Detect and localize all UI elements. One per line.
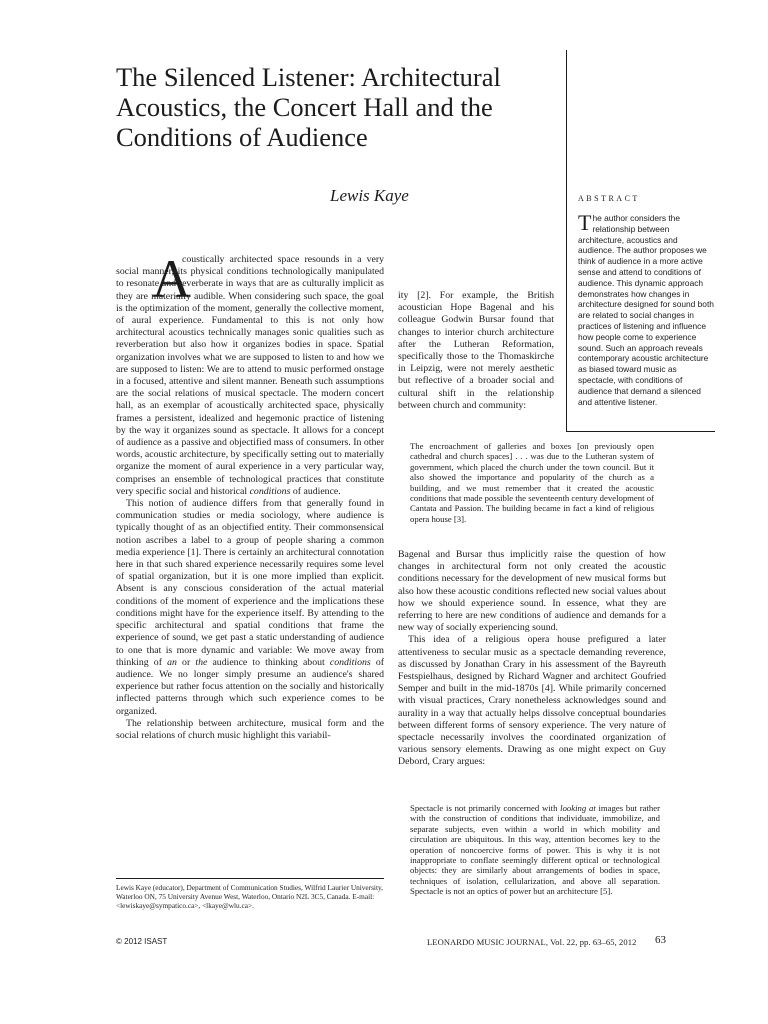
text-of-audience: of audience. We no longer simply presume an audience's shared experience but rather focus attention on the socially and historically inflected patterns through which such experience comes to be organized. [116,656,384,717]
author-name: Lewis Kaye [330,186,409,205]
block-quote-crary [410,803,660,897]
journal-citation: LEONARDO MUSIC JOURNAL, Vol. 22, pp. 63–65, 2012 [427,937,637,947]
emphasis-the: the [195,656,208,668]
copyright: © 2012 ISAST [116,937,168,946]
drop-cap: A [152,249,191,309]
intro-paragraph: a very social manner, its physical conditions technologically manipulated to resonate and reverberate in ways that are as culturally implicit as they are materially audible. When considering such space, the goal is the optimization of the moment, generally the collective moment, of aural experience. Fundamental to this is not only how architectural acoustics technically manages sonic qualities such as reverberation but also how it organizes bodies in space. Spatial organization involves what we are supposed to listen to and how we are supposed to listen: We are to attend to music performed onstage in a focused, attentive and silent manner. Beneath such assumptions are the social relations of musical spectacle. The modern concert hall, as an exemplar of acoustically architected space, physically frames a persistent, idealized and hegemonic practice of listening by the way it organizes sound as spectacle. It allows for a concept of audience as a passive and objectified mass of consumers. In other words, acoustic architecture, by specifically setting out to materially organize the moment of aural experience in a very particular way, comprises an ensemble of technological practices that constitute very specific social and historical [116,254,384,497]
abstract-heading: ABSTRACT [578,194,640,203]
footnote-rule [116,878,384,879]
abstract-text [578,210,714,407]
body-column-right-top [398,290,554,412]
quote-text-b: images but rather with the construction of conditions that individuate, immobilize, and separate subjects, even within a world in which mobility and circulation are ubiquitous. In this way, attention becomes key to the operation of noncoercive forms of power. This is why it is not inappropriate to conflate seemingly different optical or technological objects: they are similarly about arrangements of bodies in space, techniques of isolation, cellularization, and above all separation. Spectacle is not an optics of power but an architecture [5]. [410,803,660,897]
intro-first-line: coustically architected space resounds in [182,254,353,265]
body-column-left [116,249,384,742]
intro-emphasis: conditions [249,485,291,497]
author-footnote: Lewis Kaye (educator), Department of Communication Studies, Wilfrid Laurier University, Waterloo ON, 75 University Avenue West, Waterloo, Ontario N2L 3C5, Canada. E-mail: <lewiskaye@sympatico.ca>, <lkaye@wlu.ca>. [116,883,383,911]
text-audience-to: audience to thinking about [207,656,330,668]
paragraph-bagenal-bursar: Bagenal and Bursar thus implicitly raise the question of how changes in architectural form not only created the acoustic conditions necessary for the development of new musical forms but also how these acoustic conditions reflected new social values about how we should experience sound. In essence, what they are referring to here are new conditions of audience and demands for a new way of socially experiencing sound. [398,549,666,634]
abstract-initial: T [578,210,592,235]
abstract-body: he author considers the relationship between architecture, acoustics and audience. The author proposes we think of audience in a more active sense and attend to conditions of audience. This dynamic approach demonstrates how changes in architecture designed for sound both are related to social changes in practices of listening and influence how people come to experience sound. Such an approach reveals contemporary acoustic architecture as biased toward music as spectacle, with conditions of audience that demand a silenced and attentive listener. [578,213,714,407]
abstract-divider-horizontal [566,431,715,432]
abstract-divider-vertical [566,50,567,432]
intro-end: of audience. [290,485,341,497]
paragraph-bagenal: ity [2]. For example, the British acoustician Hope Bagenal and his colleague Godwin Bursar found that changes to interior church architecture after the Lutheran Reformation, specifically those to the Thomaskirche in Leipzig, were not merely aesthetic but reflective of a broader social and cultural shift in the relationship between church and community: [398,290,554,411]
article-title: The Silenced Listener: Architectural Acoustics, the Concert Hall and the Conditions of Audience [116,62,501,152]
paragraph-crary: This idea of a religious opera house prefigured a later attentiveness to secular music as a spectacle demanding reverence, as discussed by Jonathan Crary in his assessment of the Bayreuth Festspielhaus, designed by Richard Wagner and architect Goufried Semper and built in the mid-1870s [4]. While primarily concerned with visual practices, Crary nonetheless acknowledges sound and aurality in a way that actually helps dissolve conceptual boundaries between different forms of sensory experience. The very nature of spectacle necessarily involves the coordinated organization of various sensory elements. Drawing as one might expect on Guy Debord, Crary argues: [398,634,666,768]
text-or: or [176,656,196,668]
paragraph-audience: This notion of audience differs from that generally found in communication studies or media sociology, where audience is typically thought of as an objectified entity. Their commonsensical notion ascribes a label to a group of people sharing a common media experience [1]. There is certainly an architectural connotation here in that such shared experience necessarily requires some level of spatial organization, but it is one more implied than explicit. Absent is any conscious consideration of the actual material conditions of the moment of experience and the implications these conditions might have for the experience itself. By attending to the specific architectural and spatial conditions that frame the experience of sound, we get past a static understanding of audience to one that is more dynamic and variable: We move away from thinking of [116,498,384,668]
quote-text-a: Spectacle is not primarily concerned with [410,803,561,813]
quote-emphasis: looking at [560,803,596,813]
block-quote-bagenal: The encroachment of galleries and boxes [on previously open cathedral and church spaces] . . . was due to the Lutheran system of government, which placed the church under the town council. But it also showed the importance and popularity of the church as a building, and we must remember that it created the acoustic conditions that made possible the seventeenth century development of Cantata and Passion. The building became in fact a kind of religious opera house [3]. [410,441,654,524]
emphasis-an: an [167,656,177,668]
page-number: 63 [655,934,666,946]
body-column-right [398,549,666,769]
paragraph-church: The relationship between architecture, musical form and the social relations of church music highlight this variabil- [116,717,384,741]
emphasis-conditions: conditions [329,656,371,668]
